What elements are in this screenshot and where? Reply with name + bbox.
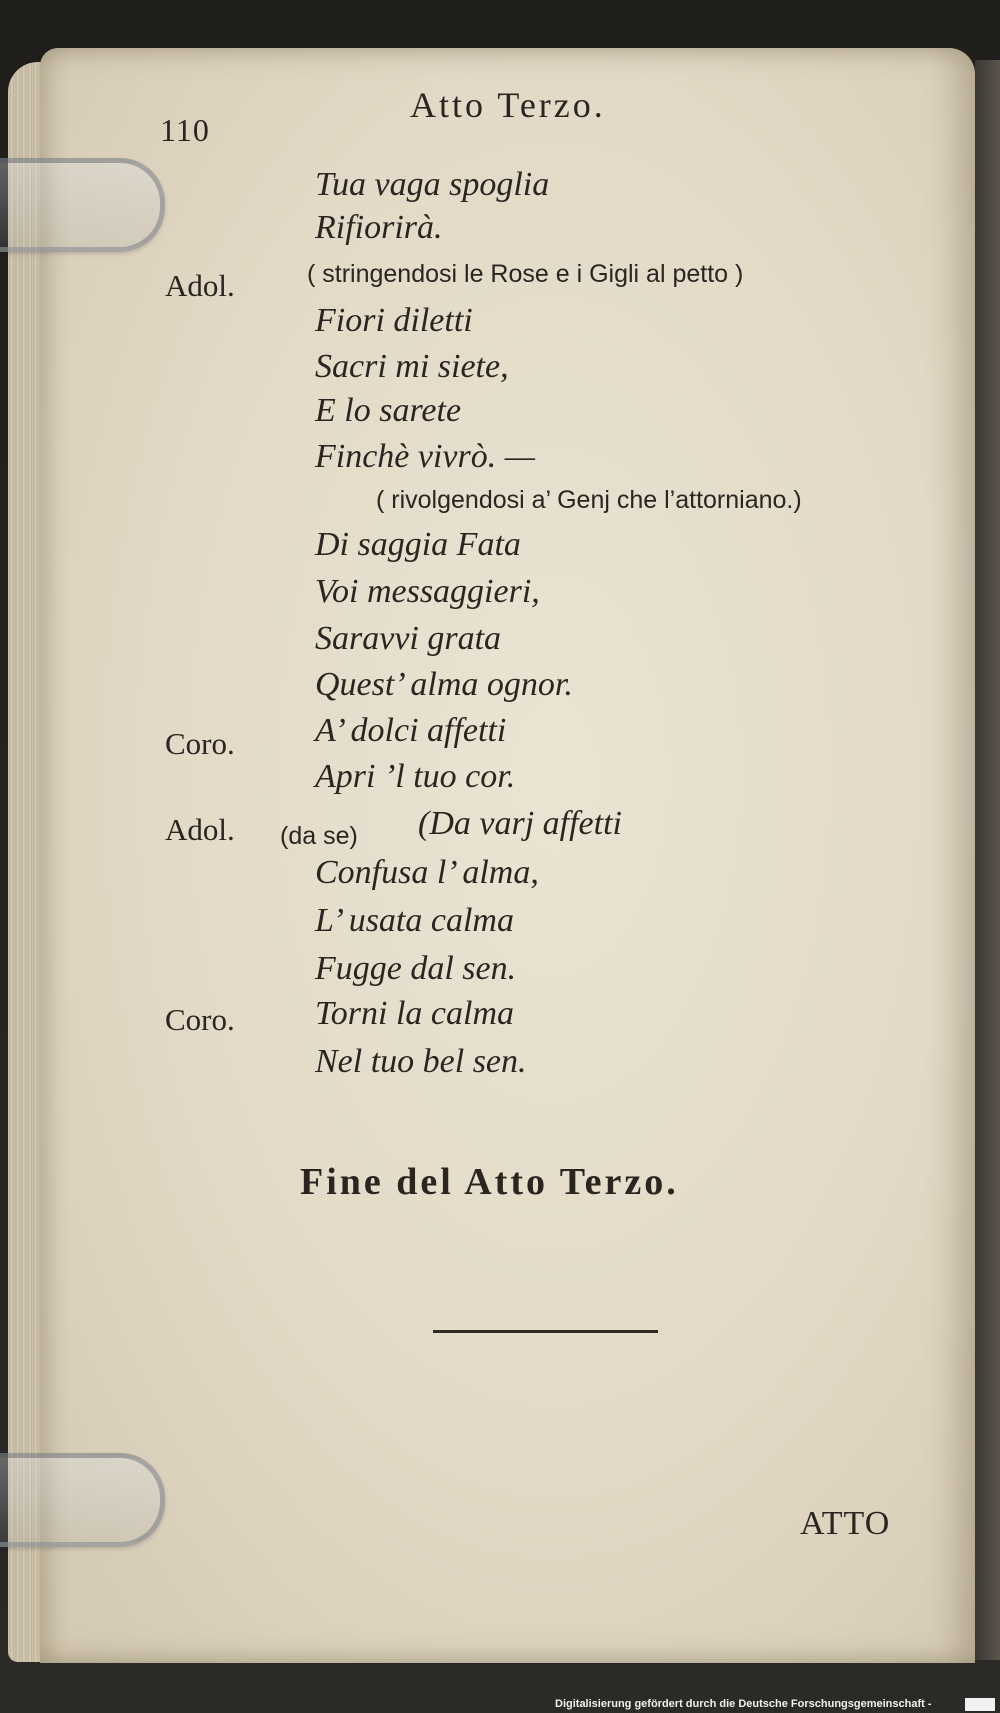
verse-line: Confusa l’ alma, <box>315 854 539 891</box>
speaker-label: Coro. <box>165 726 235 761</box>
verse-line: A’ dolci affetti <box>315 712 507 749</box>
verse-line: Torni la calma <box>315 995 515 1032</box>
dfg-logo <box>965 1698 995 1711</box>
stage-direction: ( rivolgendosi a’ Genj che l’attorniano.) <box>376 486 802 514</box>
verse-line: L’ usata calma <box>315 902 514 939</box>
verse-line: Fiori diletti <box>315 302 473 339</box>
verse-line: E lo sarete <box>315 392 462 429</box>
verse-line: Sacri mi siete, <box>315 348 509 385</box>
verse-line: Fugge dal sen. <box>315 950 517 987</box>
verse-line: Rifiorirà. <box>315 209 443 246</box>
verse-line: Finchè vivrò. — <box>315 438 535 475</box>
verse-line: Saravvi grata <box>315 620 502 657</box>
verse-line: Nel tuo bel sen. <box>315 1043 527 1080</box>
stage-direction: (da se) <box>280 822 358 850</box>
speaker-label: Adol. <box>165 268 235 303</box>
verse-line: Quest’ alma ognor. <box>315 666 573 703</box>
act-ending-heading: Fine del Atto Terzo. <box>300 1161 679 1203</box>
page-number: 110 <box>160 112 210 148</box>
verse-line: (Da varj affetti <box>418 805 622 842</box>
running-title: Atto Terzo. <box>410 85 606 125</box>
speaker-label: Adol. <box>165 812 235 847</box>
catchword: ATTO <box>800 1505 891 1542</box>
verse-line: Apri ’l tuo cor. <box>315 758 516 795</box>
digitization-credit: Digitalisierung gefördert durch die Deutsche Forschungsgemeinschaft - <box>555 1698 932 1710</box>
verse-line: Tua vaga spoglia <box>315 166 550 203</box>
verse-line: Voi messaggieri, <box>315 573 540 610</box>
verse-line: Di saggia Fata <box>315 526 521 563</box>
page-clip-bottom <box>0 1453 165 1547</box>
page-clip-top <box>0 158 165 252</box>
speaker-label: Coro. <box>165 1002 235 1037</box>
separator-rule <box>433 1330 658 1333</box>
stage-direction: ( stringendosi le Rose e i Gigli al petto ) <box>307 260 744 288</box>
